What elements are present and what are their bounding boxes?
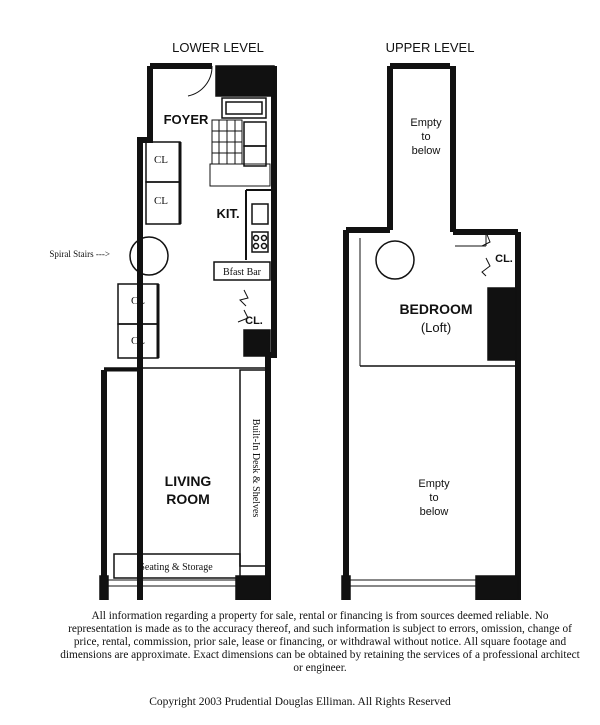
- living-label: LIVING: [164, 473, 212, 489]
- bfast-bar-label: Bfast Bar: [222, 267, 262, 278]
- bedroom-label: BEDROOM: [399, 301, 473, 317]
- closet-label-5: CL.: [245, 315, 263, 327]
- upper-level-title: UPPER LEVEL: [385, 40, 475, 55]
- built-in-desk-label: Built-In Desk & Shelves: [250, 418, 261, 518]
- foyer-label: FOYER: [163, 112, 209, 127]
- spiral-stairs-label: Spiral Stairs --->: [49, 249, 110, 259]
- closet-label-3: CL: [130, 295, 146, 307]
- closet-label-1: CL: [153, 154, 169, 166]
- empty-bottom-line-3: below: [419, 506, 449, 518]
- closet-label-4: CL: [130, 335, 146, 347]
- closet-label-2: CL: [153, 195, 169, 207]
- copyright-text: Copyright 2003 Prudential Douglas Elliman. All Rights Reserved: [149, 696, 451, 708]
- lower-level-title: LOWER LEVEL: [172, 40, 264, 55]
- lower-level-plan: [100, 66, 274, 600]
- seating-storage-label: Seating & Storage: [139, 562, 213, 573]
- empty-top-line-1: Empty: [410, 117, 442, 129]
- empty-top-line-3: below: [411, 145, 441, 157]
- empty-bottom-line-2: to: [429, 492, 439, 504]
- disclaimer-text: All information regarding a property for sale, rental or financing is from sources deemed reliable. No representation is made as to the accuracy thereof, and such information is subject to errors, omission, change of price, rental, commission, prior sale, lease or financing, or withdrawal without notice. All square footage and dimensions are approximate. Exact dimensions can be obtained by retaining the services of a professional architect or engineer.: [60, 610, 580, 674]
- room-label: ROOM: [166, 491, 210, 507]
- upper-closet-label: CL.: [495, 253, 513, 265]
- empty-top-line-2: to: [421, 131, 431, 143]
- kitchen-label: KIT.: [216, 206, 240, 221]
- empty-bottom-line-1: Empty: [418, 478, 450, 490]
- loft-label: (Loft): [420, 320, 452, 335]
